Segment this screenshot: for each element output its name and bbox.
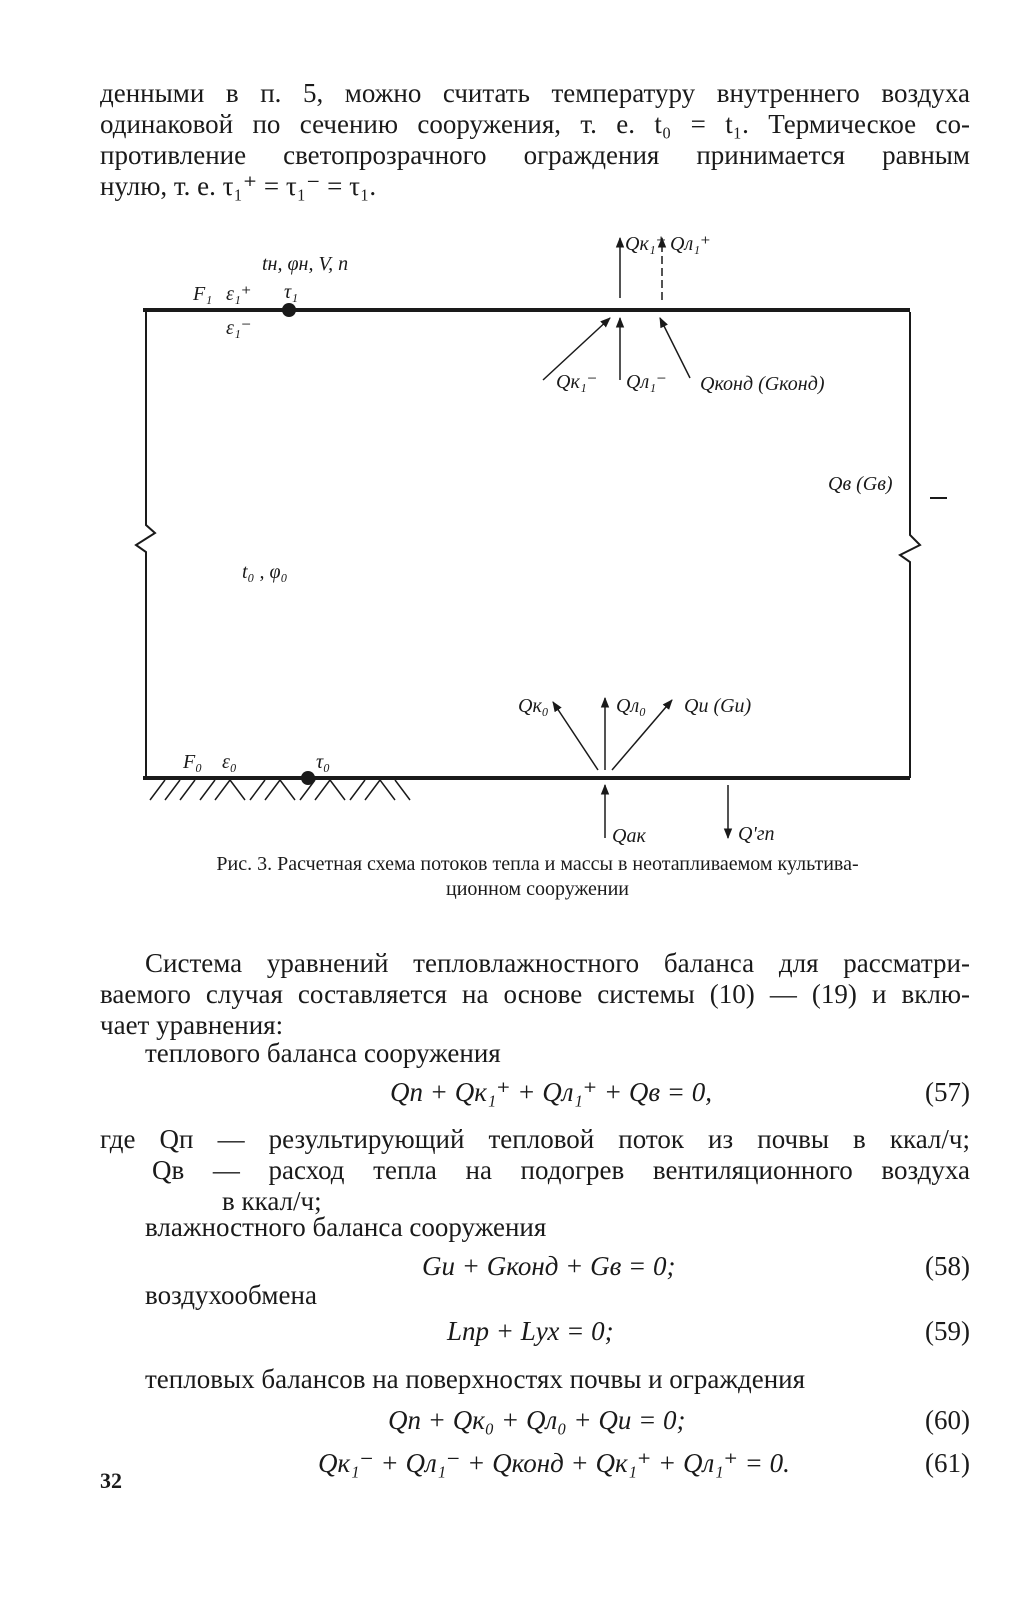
- qkond-arrow: [660, 318, 690, 378]
- label-qkond: Qконд (Gконд): [700, 373, 825, 395]
- body-paragraph: [100, 948, 970, 1041]
- intro-line-1: денными в п. 5, можно считать температуру внутреннего воздуха: [100, 78, 970, 108]
- intro-line-4: нулю, т. е. τ₁⁺ = τ₁⁻ = τ₁.: [100, 171, 377, 201]
- label-ql1-plus: Qл₁⁺: [670, 233, 711, 255]
- equation-59: [100, 1316, 970, 1350]
- air-exchange-label: воздухообмена: [145, 1280, 317, 1310]
- intro-line-3: противление светопрозрачного ограждения принимается равным: [100, 140, 970, 170]
- equation-57: [100, 1077, 970, 1111]
- label-eps1-plus: ε₁⁺: [226, 283, 252, 305]
- heat-balance-label: теплового баланса сооружения: [145, 1038, 501, 1068]
- qk0-arrow: [553, 702, 598, 770]
- label-qi: Qи (Gи): [684, 695, 752, 717]
- label-eps0: ε₀: [222, 751, 237, 773]
- equation-60-formula: Qп + Qк₀ + Qл₀ + Qи = 0;: [388, 1405, 686, 1435]
- figure-caption: [100, 852, 975, 902]
- where-block: [100, 1124, 970, 1217]
- label-f1: F₁: [193, 283, 213, 305]
- label-qk0: Qк₀: [518, 695, 549, 717]
- caption-line-2: ционном сооружении: [446, 878, 629, 900]
- tau0-point: [301, 771, 315, 785]
- equation-58-number: (58): [925, 1251, 970, 1281]
- label-eps1-minus: ε₁⁻: [226, 317, 252, 339]
- equation-58-formula: Gи + Gконд + Gв = 0;: [422, 1251, 676, 1281]
- page-number: 32: [100, 1468, 122, 1493]
- label-qv: Qв (Gв): [828, 473, 893, 495]
- right-wall: [900, 312, 920, 778]
- body-line-3: чает уравнения:: [100, 1010, 284, 1040]
- equation-57-number: (57): [925, 1077, 970, 1107]
- intro-line-2: одинаковой по сечению сооружения, т. е. t₀ = t₁. Термическое со-: [100, 109, 970, 139]
- label-qk1-plus: Qк₁⁺: [625, 233, 667, 255]
- equation-61-number: (61): [925, 1448, 970, 1478]
- equation-57-formula: Qп + Qк₁⁺ + Qл₁⁺ + Qв = 0,: [390, 1077, 713, 1107]
- where-line-3: в ккал/ч;: [222, 1186, 322, 1216]
- label-qgp: Q'гп: [738, 823, 775, 845]
- label-qk1-minus: Qк₁⁻: [556, 371, 598, 393]
- body-line-2: ваемого случая составляется на основе системы (10) — (19) и вклю-: [100, 979, 970, 1009]
- label-f0: F₀: [183, 751, 203, 773]
- equation-59-number: (59): [925, 1316, 970, 1346]
- ground-hatching: [150, 780, 410, 800]
- moisture-balance-label: влажностного баланса сооружения: [145, 1212, 547, 1242]
- equation-61-formula: Qк₁⁻ + Qл₁⁻ + Qконд + Qк₁⁺ + Qл₁⁺ = 0.: [318, 1448, 790, 1478]
- where-line-2: Qв — расход тепла на подогрев вентиляционного воздуха: [152, 1155, 970, 1185]
- body-line-1: Система уравнений тепловлажностного баланса для рассматри-: [145, 948, 970, 978]
- label-tau0: τ₀: [316, 751, 331, 773]
- label-ql0: Qл₀: [616, 695, 647, 717]
- label-ql1-minus: Qл₁⁻: [626, 371, 667, 393]
- caption-line-1: Рис. 3. Расчетная схема потоков тепла и массы в неотапливаемом культива-: [216, 853, 859, 875]
- equation-61: [100, 1448, 970, 1482]
- label-outside-params: tн, φн, V, n: [262, 253, 349, 275]
- left-wall: [136, 312, 155, 778]
- equation-59-formula: Lпр + Lух = 0;: [447, 1316, 614, 1346]
- equation-60-number: (60): [925, 1405, 970, 1435]
- label-tau1: τ₁: [284, 281, 299, 303]
- label-inside-params: t₀ , φ₀: [242, 561, 288, 583]
- label-qak: Qак: [612, 825, 646, 847]
- equation-60: [100, 1405, 970, 1439]
- surface-balance-label: тепловых балансов на поверхностях почвы и ограждения: [145, 1364, 806, 1394]
- where-line-1: где Qп — результирующий тепловой поток из почвы в ккал/ч;: [100, 1124, 970, 1154]
- tau1-point: [282, 303, 296, 317]
